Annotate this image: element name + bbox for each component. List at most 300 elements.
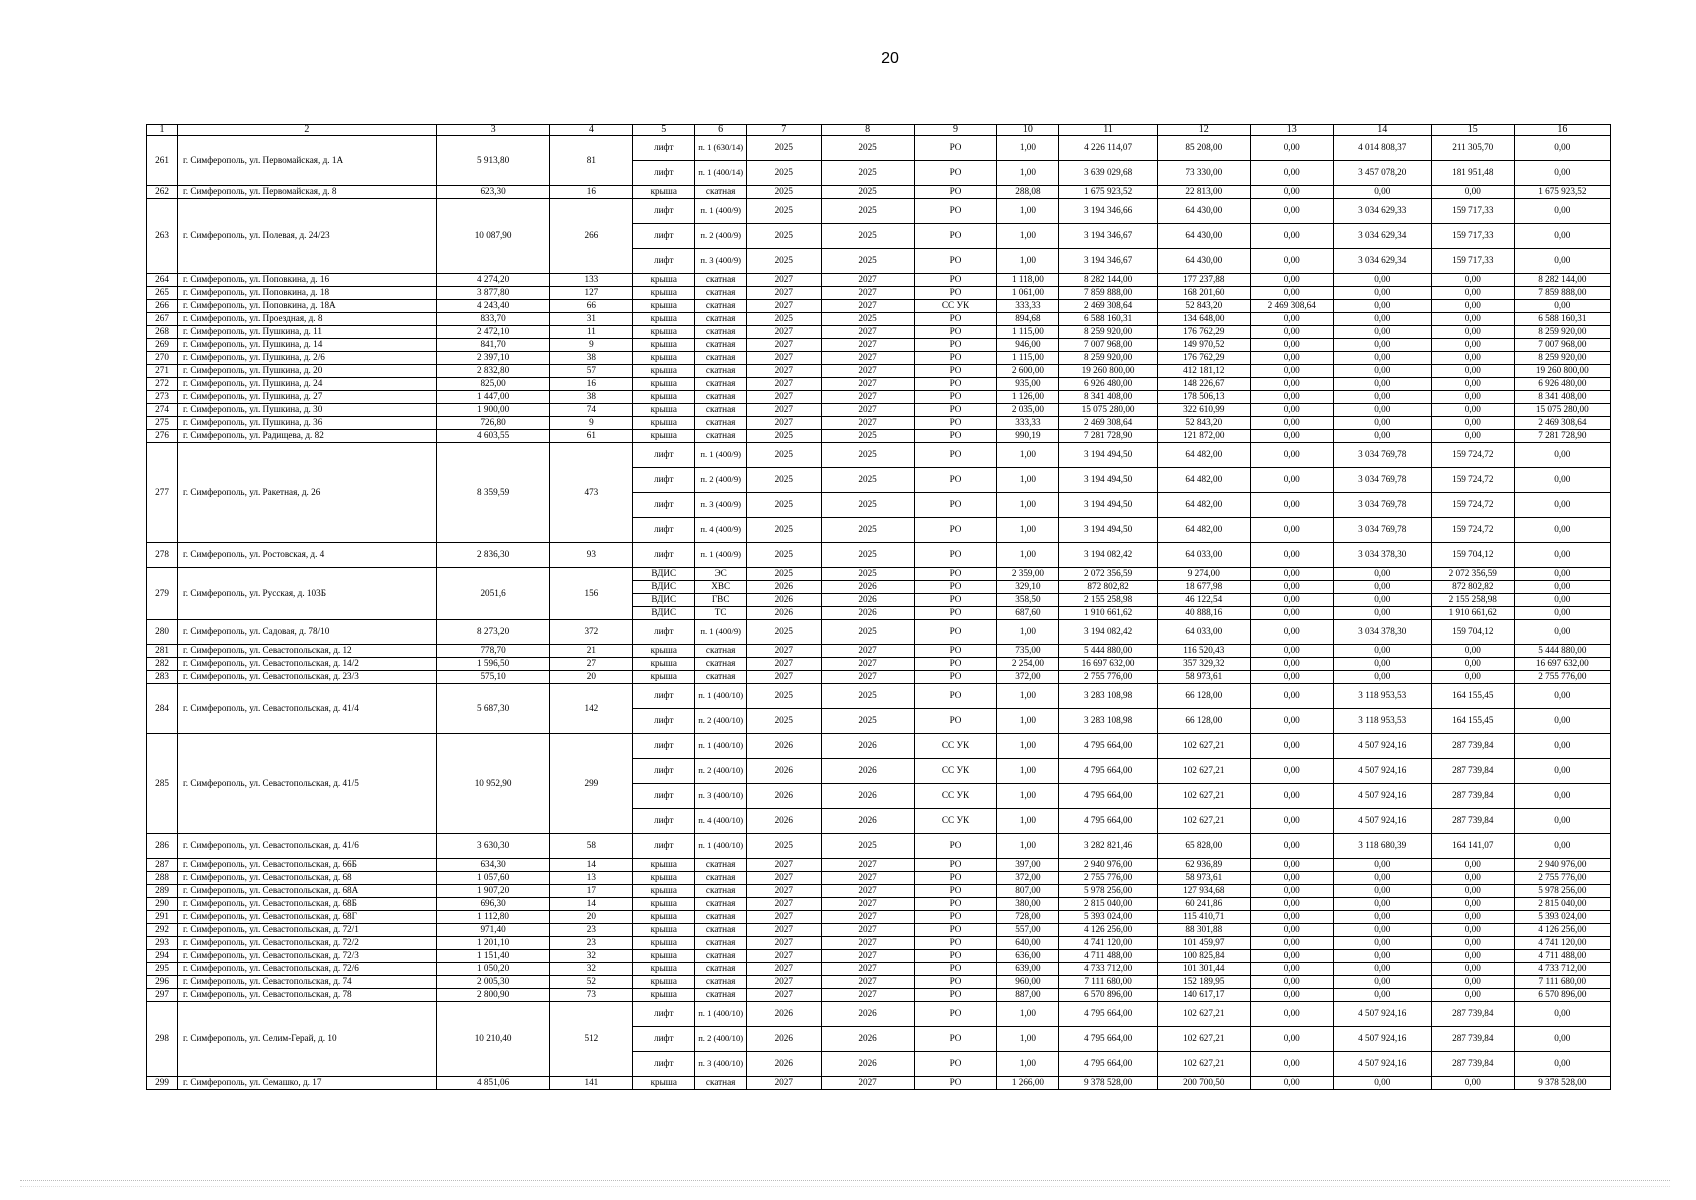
design-cost: 134 648,00	[1157, 313, 1250, 326]
element: крыша	[633, 404, 695, 417]
table-row	[147, 365, 1611, 378]
design-cost: 85 208,00	[1157, 136, 1250, 161]
fund-funds: 0,00	[1333, 671, 1431, 684]
design-cost: 357 329,32	[1157, 658, 1250, 671]
row-number: 264	[147, 274, 178, 287]
fund-funds: 3 034 769,78	[1333, 493, 1431, 518]
row-number: 292	[147, 924, 178, 937]
fund-funds: 3 034 769,78	[1333, 443, 1431, 468]
element-type: п. 1 (400/9)	[695, 543, 747, 568]
regional-funds: 7 281 728,90	[1514, 430, 1610, 443]
year: 2027	[821, 391, 914, 404]
regional-funds: 0,00	[1514, 161, 1610, 186]
table-row	[147, 186, 1611, 199]
fund-other: 159 724,72	[1431, 468, 1514, 493]
residents-count: 9	[550, 417, 633, 430]
row-number: 279	[147, 568, 178, 620]
residents-count: 32	[550, 963, 633, 976]
volume: 1,00	[997, 784, 1059, 809]
element-type: скатная	[695, 859, 747, 872]
design-cost: 102 627,21	[1157, 734, 1250, 759]
owner-funds: 2 469 308,64	[1250, 300, 1333, 313]
regional-funds: 0,00	[1514, 734, 1610, 759]
table-row	[147, 834, 1611, 859]
fund-other: 872 802,82	[1431, 581, 1514, 594]
design-cost: 102 627,21	[1157, 1052, 1250, 1077]
element: лифт	[633, 224, 695, 249]
column-number: 16	[1514, 125, 1610, 136]
owner-funds: 0,00	[1250, 607, 1333, 620]
element: крыша	[633, 300, 695, 313]
design-cost: 140 617,17	[1157, 989, 1250, 1002]
regional-funds: 8 282 144,00	[1514, 274, 1610, 287]
row-number: 272	[147, 378, 178, 391]
building-address: г. Симферополь, ул. Пушкина, д. 24	[178, 378, 437, 391]
volume: 1,00	[997, 199, 1059, 224]
building-area: 10 952,90	[436, 734, 550, 834]
funding-source: РО	[914, 620, 997, 645]
element: лифт	[633, 734, 695, 759]
owner-funds: 0,00	[1250, 1077, 1333, 1090]
element-type: скатная	[695, 300, 747, 313]
residents-count: 52	[550, 976, 633, 989]
fund-other: 0,00	[1431, 378, 1514, 391]
table-row	[147, 274, 1611, 287]
row-number: 290	[147, 898, 178, 911]
cost: 16 697 632,00	[1059, 658, 1157, 671]
volume: 1,00	[997, 443, 1059, 468]
element: крыша	[633, 950, 695, 963]
fund-funds: 0,00	[1333, 963, 1431, 976]
plan-year: 2025	[747, 313, 821, 326]
regional-funds: 0,00	[1514, 784, 1610, 809]
volume: 333,33	[997, 300, 1059, 313]
volume: 935,00	[997, 378, 1059, 391]
fund-funds: 0,00	[1333, 911, 1431, 924]
fund-funds: 3 118 680,39	[1333, 834, 1431, 859]
element: ВДИС	[633, 568, 695, 581]
plan-year: 2027	[747, 658, 821, 671]
plan-year: 2025	[747, 199, 821, 224]
owner-funds: 0,00	[1250, 924, 1333, 937]
plan-year: 2025	[747, 493, 821, 518]
building-area: 1 907,20	[436, 885, 550, 898]
volume: 636,00	[997, 950, 1059, 963]
table-row	[147, 136, 1611, 161]
owner-funds: 0,00	[1250, 620, 1333, 645]
volume: 2 035,00	[997, 404, 1059, 417]
fund-other: 287 739,84	[1431, 809, 1514, 834]
residents-count: 27	[550, 658, 633, 671]
volume: 1,00	[997, 1027, 1059, 1052]
element: крыша	[633, 287, 695, 300]
volume: 735,00	[997, 645, 1059, 658]
cost: 5 978 256,00	[1059, 885, 1157, 898]
cost: 3 194 494,50	[1059, 468, 1157, 493]
building-address: г. Симферополь, ул. Поповкина, д. 18А	[178, 300, 437, 313]
residents-count: 142	[550, 684, 633, 734]
volume: 333,33	[997, 417, 1059, 430]
plan-year: 2026	[747, 1002, 821, 1027]
plan-year: 2025	[747, 186, 821, 199]
building-address: г. Симферополь, ул. Пушкина, д. 20	[178, 365, 437, 378]
column-number: 1	[147, 125, 178, 136]
building-area: 2 836,30	[436, 543, 550, 568]
design-cost: 149 970,52	[1157, 339, 1250, 352]
volume: 1 118,00	[997, 274, 1059, 287]
year: 2027	[821, 417, 914, 430]
element-type: п. 1 (630/14)	[695, 136, 747, 161]
funding-source: РО	[914, 859, 997, 872]
fund-funds: 0,00	[1333, 378, 1431, 391]
fund-other: 0,00	[1431, 274, 1514, 287]
year: 2025	[821, 493, 914, 518]
plan-year: 2025	[747, 709, 821, 734]
residents-count: 473	[550, 443, 633, 543]
year: 2025	[821, 709, 914, 734]
element-type: скатная	[695, 671, 747, 684]
building-address: г. Симферополь, ул. Садовая, д. 78/10	[178, 620, 437, 645]
element-type: п. 1 (400/10)	[695, 1002, 747, 1027]
volume: 1,00	[997, 834, 1059, 859]
table-row	[147, 417, 1611, 430]
residents-count: 141	[550, 1077, 633, 1090]
column-number: 5	[633, 125, 695, 136]
building-address: г. Симферополь, ул. Поповкина, д. 18	[178, 287, 437, 300]
volume: 2 600,00	[997, 365, 1059, 378]
building-address: г. Симферополь, ул. Севастопольская, д. 12	[178, 645, 437, 658]
building-address: г. Симферополь, ул. Севастопольская, д. 66Б	[178, 859, 437, 872]
funding-source: РО	[914, 404, 997, 417]
volume: 1,00	[997, 620, 1059, 645]
owner-funds: 0,00	[1250, 658, 1333, 671]
year: 2027	[821, 872, 914, 885]
building-address: г. Симферополь, ул. Пушкина, д. 27	[178, 391, 437, 404]
table-row	[147, 287, 1611, 300]
residents-count: 20	[550, 911, 633, 924]
design-cost: 62 936,89	[1157, 859, 1250, 872]
regional-funds: 7 859 888,00	[1514, 287, 1610, 300]
row-number: 296	[147, 976, 178, 989]
regional-funds: 0,00	[1514, 199, 1610, 224]
regional-funds: 6 926 480,00	[1514, 378, 1610, 391]
fund-funds: 0,00	[1333, 658, 1431, 671]
volume: 807,00	[997, 885, 1059, 898]
row-number: 291	[147, 911, 178, 924]
element-type: скатная	[695, 924, 747, 937]
plan-year: 2027	[747, 352, 821, 365]
element: крыша	[633, 365, 695, 378]
fund-funds: 0,00	[1333, 300, 1431, 313]
owner-funds: 0,00	[1250, 443, 1333, 468]
plan-year: 2026	[747, 784, 821, 809]
design-cost: 102 627,21	[1157, 1027, 1250, 1052]
cost: 4 795 664,00	[1059, 809, 1157, 834]
plan-year: 2025	[747, 568, 821, 581]
fund-funds: 0,00	[1333, 976, 1431, 989]
design-cost: 178 506,13	[1157, 391, 1250, 404]
building-area: 8 273,20	[436, 620, 550, 645]
element-type: скатная	[695, 326, 747, 339]
table-row	[147, 326, 1611, 339]
funding-source: РО	[914, 274, 997, 287]
funding-source: РО	[914, 339, 997, 352]
plan-year: 2027	[747, 963, 821, 976]
fund-other: 287 739,84	[1431, 1002, 1514, 1027]
regional-funds: 4 741 120,00	[1514, 937, 1610, 950]
row-number: 298	[147, 1002, 178, 1077]
building-address: г. Симферополь, ул. Севастопольская, д. 14/2	[178, 658, 437, 671]
element: ВДИС	[633, 594, 695, 607]
funding-source: РО	[914, 885, 997, 898]
fund-funds: 0,00	[1333, 607, 1431, 620]
element: лифт	[633, 493, 695, 518]
building-area: 3 630,30	[436, 834, 550, 859]
building-area: 1 596,50	[436, 658, 550, 671]
fund-funds: 4 507 924,16	[1333, 1027, 1431, 1052]
fund-funds: 0,00	[1333, 430, 1431, 443]
fund-funds: 3 118 953,53	[1333, 684, 1431, 709]
row-number: 266	[147, 300, 178, 313]
building-address: г. Симферополь, ул. Семашко, д. 17	[178, 1077, 437, 1090]
building-address: г. Симферополь, ул. Пушкина, д. 2/6	[178, 352, 437, 365]
element: лифт	[633, 468, 695, 493]
year: 2027	[821, 898, 914, 911]
cost: 3 283 108,98	[1059, 709, 1157, 734]
building-area: 2 005,30	[436, 976, 550, 989]
regional-funds: 1 675 923,52	[1514, 186, 1610, 199]
design-cost: 412 181,12	[1157, 365, 1250, 378]
funding-source: РО	[914, 468, 997, 493]
element-type: скатная	[695, 430, 747, 443]
year: 2026	[821, 594, 914, 607]
plan-year: 2027	[747, 671, 821, 684]
volume: 639,00	[997, 963, 1059, 976]
year: 2025	[821, 834, 914, 859]
cost: 6 570 896,00	[1059, 989, 1157, 1002]
volume: 640,00	[997, 937, 1059, 950]
volume: 1,00	[997, 1002, 1059, 1027]
year: 2026	[821, 759, 914, 784]
building-area: 1 050,20	[436, 963, 550, 976]
volume: 687,60	[997, 607, 1059, 620]
year: 2027	[821, 976, 914, 989]
design-cost: 152 189,95	[1157, 976, 1250, 989]
cost: 3 194 346,66	[1059, 199, 1157, 224]
column-number-row	[147, 125, 1611, 136]
design-cost: 88 301,88	[1157, 924, 1250, 937]
column-number: 7	[747, 125, 821, 136]
element: лифт	[633, 249, 695, 274]
plan-year: 2027	[747, 287, 821, 300]
plan-year: 2027	[747, 872, 821, 885]
plan-year: 2026	[747, 1027, 821, 1052]
building-address: г. Симферополь, ул. Поповкина, д. 16	[178, 274, 437, 287]
fund-other: 0,00	[1431, 300, 1514, 313]
cost: 5 444 880,00	[1059, 645, 1157, 658]
owner-funds: 0,00	[1250, 950, 1333, 963]
plan-year: 2026	[747, 734, 821, 759]
element-type: скатная	[695, 186, 747, 199]
year: 2027	[821, 937, 914, 950]
row-number: 287	[147, 859, 178, 872]
year: 2025	[821, 430, 914, 443]
design-cost: 9 274,00	[1157, 568, 1250, 581]
volume: 1,00	[997, 684, 1059, 709]
residents-count: 156	[550, 568, 633, 620]
fund-funds: 0,00	[1333, 645, 1431, 658]
fund-funds: 0,00	[1333, 417, 1431, 430]
year: 2026	[821, 784, 914, 809]
residents-count: 16	[550, 378, 633, 391]
element-type: п. 1 (400/9)	[695, 199, 747, 224]
fund-funds: 0,00	[1333, 859, 1431, 872]
residents-count: 512	[550, 1002, 633, 1077]
building-address: г. Симферополь, ул. Ракетная, д. 26	[178, 443, 437, 543]
building-address: г. Симферополь, ул. Севастопольская, д. 72/1	[178, 924, 437, 937]
building-area: 2 397,10	[436, 352, 550, 365]
fund-funds: 3 118 953,53	[1333, 709, 1431, 734]
owner-funds: 0,00	[1250, 1027, 1333, 1052]
plan-year: 2027	[747, 976, 821, 989]
owner-funds: 0,00	[1250, 468, 1333, 493]
regional-funds: 0,00	[1514, 568, 1610, 581]
fund-other: 1 910 661,62	[1431, 607, 1514, 620]
volume: 1,00	[997, 136, 1059, 161]
fund-funds: 4 507 924,16	[1333, 809, 1431, 834]
fund-other: 0,00	[1431, 859, 1514, 872]
building-area: 1 057,60	[436, 872, 550, 885]
table-row	[147, 963, 1611, 976]
cost: 2 755 776,00	[1059, 872, 1157, 885]
element-type: скатная	[695, 417, 747, 430]
funding-source: РО	[914, 607, 997, 620]
row-number: 280	[147, 620, 178, 645]
building-area: 5 687,30	[436, 684, 550, 734]
residents-count: 31	[550, 313, 633, 326]
fund-other: 2 155 258,98	[1431, 594, 1514, 607]
building-area: 4 274,20	[436, 274, 550, 287]
fund-funds: 0,00	[1333, 274, 1431, 287]
funding-source: РО	[914, 911, 997, 924]
funding-source: РО	[914, 430, 997, 443]
column-number: 6	[695, 125, 747, 136]
year: 2027	[821, 645, 914, 658]
year: 2027	[821, 365, 914, 378]
element-type: п. 2 (400/10)	[695, 709, 747, 734]
volume: 1 115,00	[997, 326, 1059, 339]
plan-year: 2027	[747, 417, 821, 430]
row-number: 267	[147, 313, 178, 326]
cost: 1 910 661,62	[1059, 607, 1157, 620]
fund-funds: 0,00	[1333, 924, 1431, 937]
volume: 1,00	[997, 493, 1059, 518]
fund-other: 287 739,84	[1431, 734, 1514, 759]
building-area: 2 832,80	[436, 365, 550, 378]
design-cost: 102 627,21	[1157, 784, 1250, 809]
regional-funds: 2 940 976,00	[1514, 859, 1610, 872]
owner-funds: 0,00	[1250, 339, 1333, 352]
regional-funds: 6 588 160,31	[1514, 313, 1610, 326]
fund-funds: 0,00	[1333, 404, 1431, 417]
plan-year: 2025	[747, 834, 821, 859]
regional-funds: 0,00	[1514, 684, 1610, 709]
plan-year: 2027	[747, 859, 821, 872]
fund-other: 0,00	[1431, 287, 1514, 300]
plan-year: 2027	[747, 300, 821, 313]
regional-funds: 8 259 920,00	[1514, 352, 1610, 365]
plan-year: 2027	[747, 326, 821, 339]
year: 2025	[821, 568, 914, 581]
cost: 872 802,82	[1059, 581, 1157, 594]
owner-funds: 0,00	[1250, 161, 1333, 186]
year: 2025	[821, 136, 914, 161]
volume: 1,00	[997, 1052, 1059, 1077]
design-cost: 60 241,86	[1157, 898, 1250, 911]
element-type: ЭС	[695, 568, 747, 581]
element-type: п. 4 (400/9)	[695, 518, 747, 543]
element: крыша	[633, 898, 695, 911]
fund-other: 0,00	[1431, 937, 1514, 950]
design-cost: 102 627,21	[1157, 759, 1250, 784]
owner-funds: 0,00	[1250, 352, 1333, 365]
design-cost: 64 430,00	[1157, 224, 1250, 249]
owner-funds: 0,00	[1250, 759, 1333, 784]
scan-dotted-line	[20, 1186, 1670, 1187]
funding-source: РО	[914, 1077, 997, 1090]
building-address: г. Симферополь, ул. Первомайская, д. 1А	[178, 136, 437, 186]
building-area: 2 472,10	[436, 326, 550, 339]
funding-source: РО	[914, 937, 997, 950]
volume: 372,00	[997, 671, 1059, 684]
fund-funds: 4 507 924,16	[1333, 734, 1431, 759]
fund-funds: 0,00	[1333, 287, 1431, 300]
owner-funds: 0,00	[1250, 417, 1333, 430]
owner-funds: 0,00	[1250, 859, 1333, 872]
element: лифт	[633, 620, 695, 645]
element: крыша	[633, 937, 695, 950]
building-area: 841,70	[436, 339, 550, 352]
volume: 1,00	[997, 709, 1059, 734]
volume: 1,00	[997, 468, 1059, 493]
volume: 380,00	[997, 898, 1059, 911]
funding-source: РО	[914, 417, 997, 430]
residents-count: 23	[550, 937, 633, 950]
funding-source: РО	[914, 543, 997, 568]
element: лифт	[633, 759, 695, 784]
row-number: 265	[147, 287, 178, 300]
plan-year: 2025	[747, 468, 821, 493]
fund-other: 0,00	[1431, 352, 1514, 365]
building-address: г. Симферополь, ул. Селим-Герай, д. 10	[178, 1002, 437, 1077]
plan-year: 2025	[747, 543, 821, 568]
page-number: 20	[881, 50, 899, 67]
funding-source: РО	[914, 1027, 997, 1052]
funding-source: РО	[914, 186, 997, 199]
design-cost: 46 122,54	[1157, 594, 1250, 607]
funding-source: РО	[914, 671, 997, 684]
fund-other: 287 739,84	[1431, 784, 1514, 809]
owner-funds: 0,00	[1250, 391, 1333, 404]
volume: 1,00	[997, 518, 1059, 543]
funding-source: РО	[914, 645, 997, 658]
fund-other: 0,00	[1431, 313, 1514, 326]
cost: 8 259 920,00	[1059, 352, 1157, 365]
fund-funds: 3 034 769,78	[1333, 468, 1431, 493]
residents-count: 17	[550, 885, 633, 898]
design-cost: 168 201,60	[1157, 287, 1250, 300]
design-cost: 64 482,00	[1157, 443, 1250, 468]
